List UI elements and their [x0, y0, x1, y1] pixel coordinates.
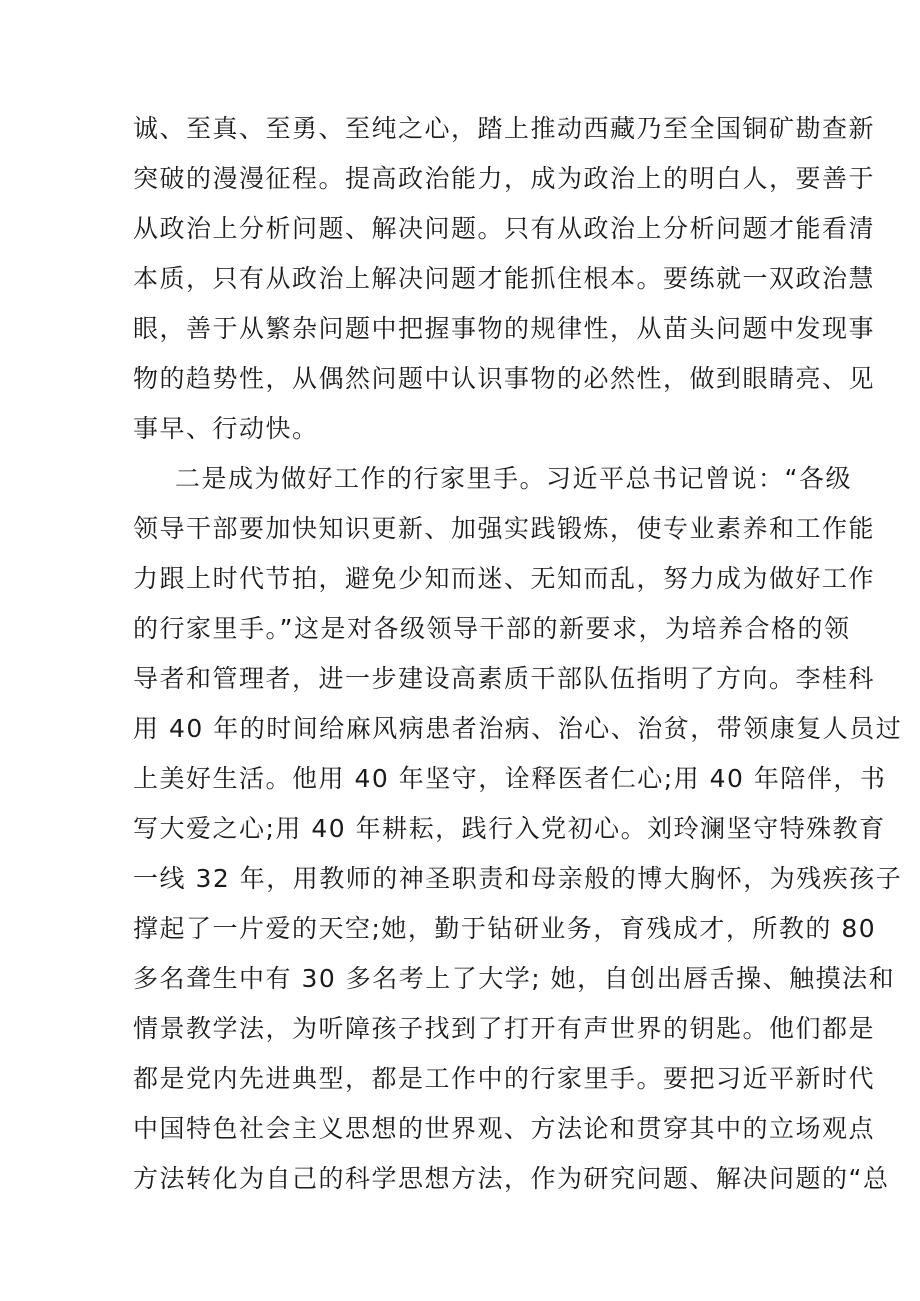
paragraph-line: 用 40 年的时间给麻风病患者治病、治心、治贫，带领康复人员过: [133, 714, 903, 743]
paragraph-line: 都是党内先进典型，都是工作中的行家里手。要把习近平新时代: [133, 1064, 876, 1093]
paragraph-line: 物的趋势性，从偶然问题中认识事物的必然性，做到眼睛亮、见: [133, 364, 876, 393]
paragraph-line: 突破的漫漫征程。提高政治能力，成为政治上的明白人，要善于: [133, 164, 876, 193]
paragraph-line: 导者和管理者，进一步建设高素质干部队伍指明了方向。李桂科: [133, 664, 876, 693]
paragraph-line: 事早、行动快。: [133, 414, 319, 443]
paragraph-line: 的行家里手。”这是对各级领导干部的新要求，为培养合格的领: [133, 614, 851, 643]
paragraph-line: 从政治上分析问题、解决问题。只有从政治上分析问题才能看清: [133, 214, 876, 243]
paragraph-line: 方法转化为自己的科学思想方法，作为研究问题、解决问题的“总: [133, 1164, 890, 1193]
paragraph-line: 本质，只有从政治上解决问题才能抓住根本。要练就一双政治慧: [133, 264, 876, 293]
paragraph-line: 上美好生活。他用 40 年坚守，诠释医者仁心;用 40 年陪伴，书: [133, 764, 887, 793]
paragraph-1: [133, 104, 876, 454]
paragraph-line: 二是成为做好工作的行家里手。习近平总书记曾说：“各级: [175, 464, 852, 493]
paragraph-line: 情景教学法，为听障孩子找到了打开有声世界的钥匙。他们都是: [133, 1014, 876, 1043]
paragraph-line: 中国特色社会主义思想的世界观、方法论和贯穿其中的立场观点: [133, 1114, 876, 1143]
paragraph-line: 写大爱之心;用 40 年耕耘，践行入党初心。刘玲澜坚守特殊教育: [133, 814, 886, 843]
paragraph-2: [133, 454, 903, 1204]
paragraph-line: 诚、至真、至勇、至纯之心，踏上推动西藏乃至全国铜矿勘查新: [133, 114, 876, 143]
paragraph-line: 领导干部要加快知识更新、加强实践锻炼，使专业素养和工作能: [133, 514, 876, 543]
paragraph-line: 一线 32 年，用教师的神圣职责和母亲般的博大胸怀，为残疾孩子: [133, 864, 903, 893]
paragraph-line: 撑起了一片爱的天空;她，勤于钻研业务，育残成才，所教的 80: [133, 914, 877, 943]
paragraph-line: 眼，善于从繁杂问题中把握事物的规律性，从苗头问题中发现事: [133, 314, 876, 343]
paragraph-line: 力跟上时代节拍，避免少知而迷、无知而乱，努力成为做好工作: [133, 564, 876, 593]
paragraph-line: 多名聋生中有 30 多名考上了大学; 她，自创出唇舌操、触摸法和: [133, 964, 896, 993]
